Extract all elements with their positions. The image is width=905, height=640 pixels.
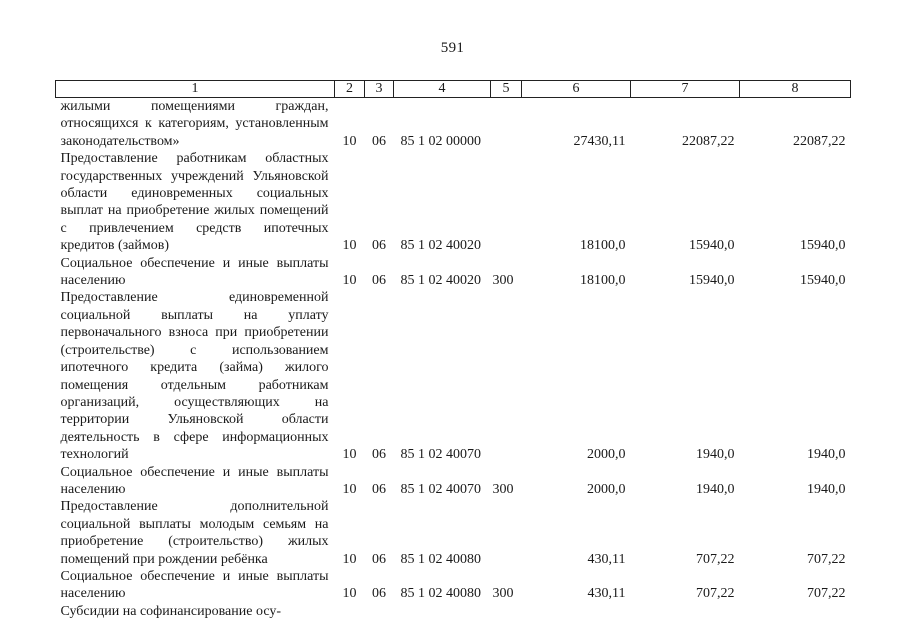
section-code: 10 (342, 133, 357, 149)
section-code: 10 (342, 586, 357, 602)
amount-col8 (740, 603, 851, 620)
table-row (56, 568, 851, 603)
amount-col6: 27430,11 (573, 133, 626, 149)
item-name: жилыми помещениями граждан, относящихся к категориям, установленным законодательством» (60, 99, 329, 149)
column-header: 3 (365, 81, 394, 98)
column-header: 7 (631, 81, 740, 98)
amount-col6: 430,11 (587, 551, 626, 567)
item-name: Субсидии на софинансирование осу- (60, 603, 282, 619)
budget-table (55, 80, 851, 620)
column-header: 8 (740, 81, 851, 98)
amount-col6: 430,11 (587, 586, 626, 602)
subsection-code: 06 (372, 273, 386, 289)
column-header: 6 (522, 81, 631, 98)
expense-type-code (491, 603, 522, 620)
amount-col6 (522, 603, 631, 620)
amount-col6: 18100,0 (580, 273, 626, 289)
subsection-code (365, 603, 394, 620)
section-code: 10 (342, 551, 357, 567)
amount-col6: 2000,0 (587, 447, 626, 463)
target-article-code: 85 1 02 40070 (400, 447, 481, 463)
target-article-code: 85 1 02 40070 (400, 481, 481, 497)
amount-col8: 707,22 (807, 586, 846, 602)
column-header: 4 (394, 81, 491, 98)
amount-col7: 1940,0 (696, 481, 735, 497)
section-code: 10 (342, 481, 357, 497)
expense-type-code: 300 (492, 481, 514, 497)
subsection-code: 06 (372, 238, 386, 254)
expense-type-code (491, 98, 522, 151)
target-article-code (394, 603, 491, 620)
section-code: 10 (342, 238, 357, 254)
column-header: 5 (491, 81, 522, 98)
item-name: Предоставление дополнительной социальной выплаты молодым семьям на приобретение (строительство) жилых помещений при рождении ребёнка (60, 499, 329, 567)
amount-col7: 22087,22 (682, 133, 735, 149)
subsection-code: 06 (372, 586, 386, 602)
page-number: 591 (440, 40, 465, 56)
section-code (335, 603, 365, 620)
subsection-code: 06 (372, 133, 386, 149)
amount-col7: 707,22 (696, 586, 735, 602)
item-name: Предоставление единовременной социальной выплаты на уплату первоначального взноса при приобретении (строительстве) с использованием ипотечного кредита (займа) жилого помещения отдельным работникам организаций, осуществляющих на территории Ульяновской области деятельность в сфере информационных технологий (60, 290, 329, 463)
table-body (56, 98, 851, 621)
column-header: 1 (56, 81, 335, 98)
table-row (56, 150, 851, 254)
expense-type-code (491, 498, 522, 568)
target-article-code: 85 1 02 40020 (400, 238, 481, 254)
expense-type-code: 300 (492, 273, 514, 289)
amount-col6: 18100,0 (580, 238, 626, 254)
amount-col8: 22087,22 (793, 133, 846, 149)
amount-col8: 1940,0 (807, 447, 846, 463)
amount-col7: 15940,0 (689, 238, 735, 254)
table-row (56, 464, 851, 499)
expense-type-code (491, 289, 522, 463)
amount-col7: 1940,0 (696, 447, 735, 463)
amount-col7: 707,22 (696, 551, 735, 567)
table-row (56, 289, 851, 463)
column-header: 2 (335, 81, 365, 98)
subsection-code: 06 (372, 447, 386, 463)
table-row (56, 255, 851, 290)
item-name: Социальное обеспечение и иные выплаты населению (60, 568, 329, 602)
column-number-row (56, 81, 851, 98)
item-name: Предоставление работникам областных государственных учреждений Ульяновской области единовременных социальных выплат на приобретение жилых помещений с привлечением средств ипотечных кредитов (займов) (60, 151, 329, 254)
amount-col7 (631, 603, 740, 620)
item-name: Социальное обеспечение и иные выплаты населению (60, 255, 329, 289)
table-row (56, 98, 851, 151)
target-article-code: 85 1 02 40080 (400, 586, 481, 602)
target-article-code: 85 1 02 40020 (400, 273, 481, 289)
section-code: 10 (342, 447, 357, 463)
expense-type-code (491, 150, 522, 254)
target-article-code: 85 1 02 40080 (400, 551, 481, 567)
subsection-code: 06 (372, 481, 386, 497)
expense-type-code: 300 (492, 586, 514, 602)
amount-col8: 15940,0 (800, 238, 846, 254)
section-code: 10 (342, 273, 357, 289)
table-row (56, 603, 851, 620)
amount-col8: 15940,0 (800, 273, 846, 289)
item-name: Социальное обеспечение и иные выплаты населению (60, 464, 329, 497)
amount-col6: 2000,0 (587, 481, 626, 497)
target-article-code: 85 1 02 00000 (400, 133, 481, 149)
subsection-code: 06 (372, 551, 386, 567)
table-row (56, 498, 851, 568)
table-header (56, 81, 851, 98)
amount-col8: 1940,0 (807, 481, 846, 497)
amount-col8: 707,22 (807, 551, 846, 567)
amount-col7: 15940,0 (689, 273, 735, 289)
